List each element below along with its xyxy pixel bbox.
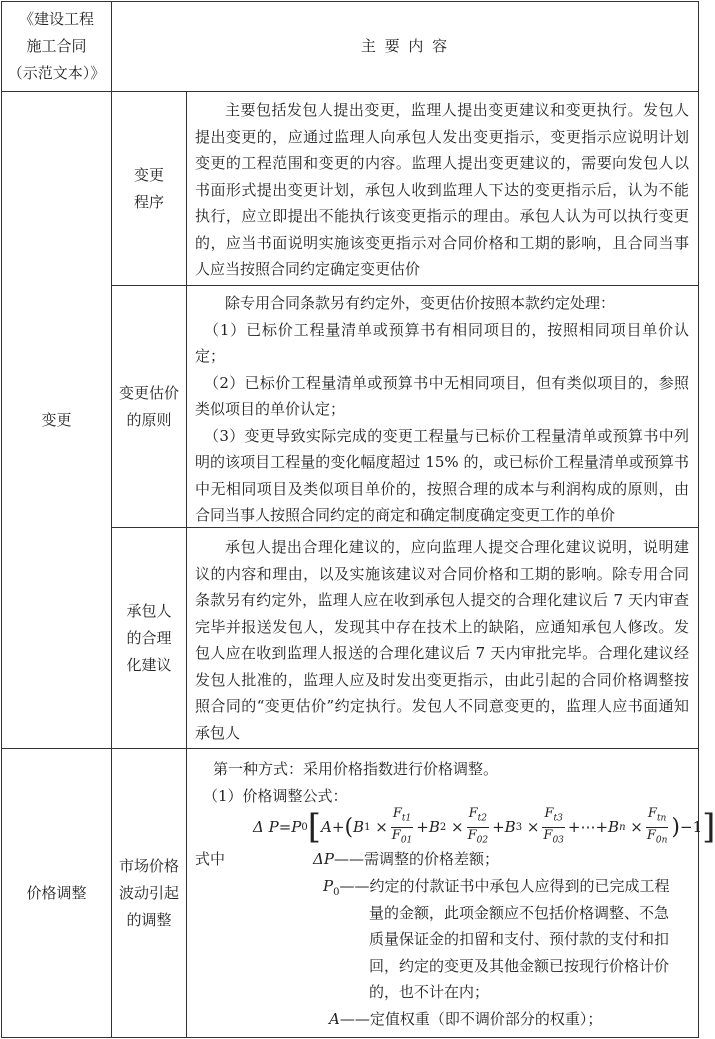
price-adjustment-formula: Δ P = P 0 [ A + ( B 1 × $\frac{F_{t1}}{F_{01}}$ + B 2 × $\frac{F_{t2}}{F_{02}}$ + B 3 × $\frac{F_{t3}}{F_{03}}$ +⋯+ B n × $\frac{F_{tn}}{F_{0n}}$ ) −1 ] [253,805,715,847]
paragraph-change-procedure: 主要包括发包人提出变更，监理人提出变更建议和变更执行。发包人提出变更的，应通过监理人向承包人发出变更指示，变更指示应说明计划变更的工程范围和变更的内容。监理人提出变更建议的，需要向发包人以书面形式提出变更计划，承包人收到监理人下达的变更指示后，认为不能执行，应立即提出不能执行该变更指示的理由。承包人认为可以执行变更的，应当书面说明实施该变更指示对合同价格和工期的影响，且合同当事人应当按照合同约定确定变更估价 [195,101,689,278]
row-divider-procedure [111,285,699,286]
def-delta-p-symbol: ΔP [313,850,334,868]
header-contract-line-3: （示范文本）》 [7,64,106,82]
def-p0-line-4: 回，约定的变更及其他金额已按现行价格计价 [369,957,670,975]
def-p0-subscript: 0 [333,887,340,898]
table-border-right [698,1,699,1038]
valuation-item-3: （3）变更导致实际完成的变更工程量与已标价工程量清单或预算书中列明的该项目工程量的变化幅度超过 15% 的，或已标价工程量清单或预算书中无相同项目及类似项目单价的，按照合理的成本与利润构成的原则，由合同当事人按照合同约定的商定和确定制度确定变更工作的单价 [195,426,689,524]
content-change-procedure [195,97,689,283]
valuation-intro: 除专用合同条款另有约定外，变更估价按照本款约定处理： [225,294,616,312]
label-change-valuation [112,286,186,527]
def-p0-line-3: 质量保证金的扣留和支付、预付款的支付和扣 [369,930,670,948]
label-change-valuation-line-2: 的原则 [126,410,172,429]
header-contract-name [2,2,111,91]
price-formula-title: （1）价格调整公式： [203,787,348,805]
def-p0-line-1: ——约定的付款证书中承包人应得到的已完成工程 [339,877,670,895]
def-delta-p [313,846,499,873]
label-market-price-line-1: 市场价格 [118,856,179,875]
table-border-bottom [1,1037,699,1038]
header-contract-line-2: 施工合同 [26,37,87,55]
formula-where: 式中 [195,850,226,868]
def-a-text: ——定值权重（即不调价部分的权重）； [339,1010,603,1028]
section-label-price: 价格调整 [26,883,87,902]
header-main-content: 主 要 内 容 [360,37,450,55]
label-market-price-line-3: 的调整 [126,910,172,929]
label-market-price [112,749,186,1037]
label-change-valuation-line-1: 变更估价 [118,383,179,402]
label-rationalization [112,528,186,748]
paragraph-rationalization: 承包人提出合理化建议的，应向监理人提交合理化建议说明，说明建议的内容和理由，以及实施该建议对合同价格和工期的影响。除专用合同条款另有约定外，监理人应在收到承包人提交的合理化建议后 7 天内审查完毕并报送发包人，发现其中存在技术上的缺陷，应通知承包人修改。发包人应在收到监理人报送的合理化建议后 7 天内审批完毕。合理化建议经发包人批准的，监理人应及时发出变更指示，由此引起的合同价格调整按照合同的“变更估价”约定执行。发包人不同意变更的，监理人应书面通知承包人 [195,538,689,742]
content-rationalization [195,534,689,746]
def-delta-p-text: ——需调整的价格差额； [333,850,499,868]
header-contract-line-1: 《建设工程 [18,10,94,28]
section-label-change: 变更 [41,410,72,429]
def-p0-symbol: P [323,877,334,895]
column-divider-2-change [186,91,187,749]
label-rationalization-line-3: 化建议 [126,655,172,674]
label-change-procedure-line-2: 程序 [133,192,164,211]
label-change-procedure-line-1: 变更 [133,165,164,184]
label-market-price-line-2: 波动引起 [118,883,179,902]
content-change-valuation [195,290,689,529]
label-change-procedure [112,92,186,285]
label-rationalization-line-2: 的合理 [126,628,172,647]
valuation-item-1: （1）已标价工程量清单或预算书有相同项目的，按照相同项目单价认定； [195,320,689,365]
def-a [329,1006,602,1033]
def-p0-line-2: 量的金额，此项金额应不包括价格调整、不急 [369,904,670,922]
price-method: 第一种方式：采用价格指数进行价格调整。 [213,760,499,778]
label-rationalization-line-1: 承包人 [126,601,172,620]
valuation-item-2: （2）已标价工程量清单或预算书中无相同项目，但有类似项目的，参照类似项目的单价认定； [195,373,689,418]
column-divider-2-price [186,748,187,1038]
def-p0-line-5: 的，也不计在内； [369,983,490,1001]
def-a-symbol: A [329,1010,340,1028]
